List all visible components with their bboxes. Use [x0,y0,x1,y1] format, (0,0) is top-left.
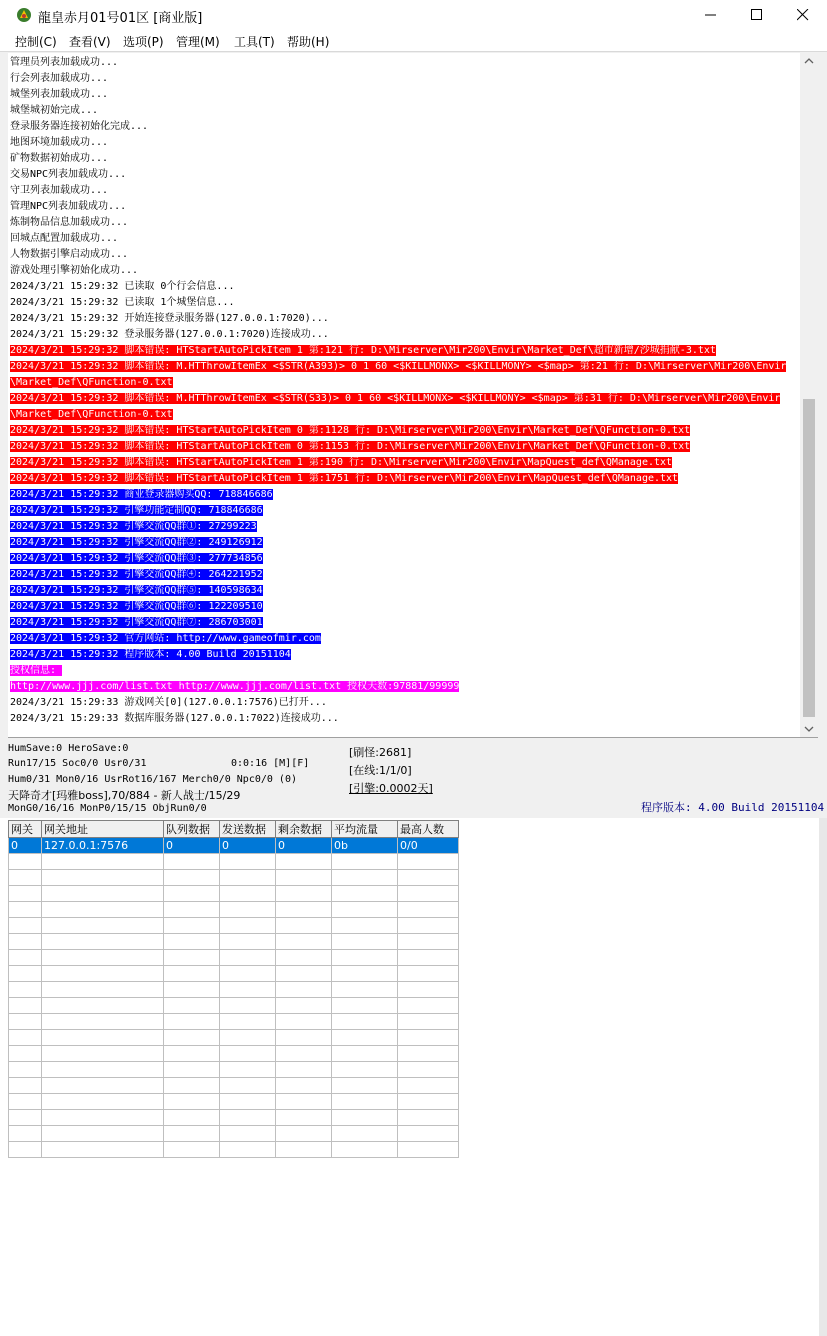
table-cell[interactable] [164,966,220,982]
table-cell[interactable] [276,1126,332,1142]
table-cell[interactable] [9,902,42,918]
table-cell[interactable] [398,902,459,918]
log-line [10,487,798,503]
table-row[interactable] [9,998,459,1014]
menu-tools[interactable]: 工具(T) [234,35,275,49]
table-cell[interactable] [164,886,220,902]
table-row[interactable] [9,838,459,854]
log-line [10,263,798,279]
table-row[interactable] [9,1062,459,1078]
log-line-text: 2024/3/21 15:29:32 商业登录器购买QQ: 718846686 [10,489,273,500]
table-cell[interactable] [276,918,332,934]
table-cell[interactable] [42,854,164,870]
log-line [10,343,798,359]
table-cell[interactable] [398,1062,459,1078]
table-row[interactable] [9,950,459,966]
table-cell[interactable] [220,1078,276,1094]
table-cell[interactable] [164,1046,220,1062]
right-edge [819,818,827,1336]
log-line-text: 守卫列表加载成功... [10,185,109,196]
log-line-text: 2024/3/21 15:29:32 引擎交流QQ群③: 277734856 [10,553,263,564]
column-header[interactable]: 发送数据 [220,821,276,838]
table-cell[interactable] [220,902,276,918]
status-panel [0,739,827,817]
table-cell[interactable] [9,854,42,870]
table-cell[interactable] [220,982,276,998]
log-line [10,391,798,407]
table-cell[interactable] [276,1014,332,1030]
log-line-text: 2024/3/21 15:29:32 脚本错误: HTStartAutoPickItem 1 第:121 行: D:\Mirserver\Mir200\Envir\Market_Def\超市新增/沙城捐献-3.txt [10,345,716,356]
table-cell[interactable] [332,870,398,886]
table-cell[interactable] [220,854,276,870]
log-line-text: 2024/3/21 15:29:32 脚本错误: HTStartAutoPickItem 1 第:1751 行: D:\Mirserver\Mir200\Envir\MapQuest_def\QManage.txt [10,473,679,484]
log-line-text: 回城点配置加载成功... [10,233,119,244]
table-cell[interactable] [42,998,164,1014]
log-line-text: \Market_Def\QFunction-0.txt [10,409,173,420]
table-cell[interactable] [398,1094,459,1110]
table-cell[interactable] [42,1094,164,1110]
log-line-text: 2024/3/21 15:29:32 引擎交流QQ群②: 249126912 [10,537,263,548]
table-cell[interactable] [332,1078,398,1094]
table-row[interactable] [9,1126,459,1142]
table-cell[interactable] [42,902,164,918]
table-cell[interactable] [276,950,332,966]
table-cell[interactable] [398,854,459,870]
table-cell[interactable] [164,870,220,886]
table-cell[interactable] [42,966,164,982]
log-line [10,423,798,439]
log-line [10,599,798,615]
log-line [10,183,798,199]
table-cell[interactable] [9,1142,42,1158]
minimize-button[interactable] [688,0,734,30]
log-line-text: 矿物数据初始成功... [10,153,109,164]
log-line-text: 2024/3/21 15:29:32 登录服务器(127.0.0.1:7020)连接成功... [10,329,329,340]
log-line-text: 行会列表加载成功... [10,73,109,84]
column-header[interactable]: 网关地址 [42,821,164,838]
table-cell[interactable]: 0/0 [398,838,459,854]
menu-manage[interactable]: 管理(M) [176,35,220,49]
log-line-text: 2024/3/21 15:29:32 脚本错误: M.HTThrowItemEx <$STR(A393)> 0 1 60 <$KILLMONX> <$KILLMONY> <$map> 第:21 行: D:\Mirserver\Mir200\Envir [10,361,787,372]
table-row[interactable] [9,1046,459,1062]
table-cell[interactable] [9,1110,42,1126]
log-line [10,359,798,375]
table-cell[interactable] [332,1110,398,1126]
table-cell[interactable] [276,886,332,902]
table-cell[interactable] [42,982,164,998]
table-cell[interactable] [332,1046,398,1062]
log-line [10,455,798,471]
chevron-down-icon [800,721,818,737]
status-online: [在线:1/1/0] [349,764,412,777]
table-row[interactable] [9,1110,459,1126]
table-cell[interactable] [332,886,398,902]
log-line [10,375,798,391]
column-header[interactable]: 最高人数 [398,821,459,838]
table-cell[interactable] [220,1030,276,1046]
log-line-text: 2024/3/21 15:29:32 已读取 0个行会信息... [10,281,235,292]
table-cell[interactable] [42,1126,164,1142]
log-line [10,55,798,71]
table-cell[interactable] [398,1030,459,1046]
log-line [10,295,798,311]
table-cell[interactable] [332,1062,398,1078]
table-cell[interactable] [398,1014,459,1030]
log-line-text: 城堡城初始完成... [10,105,99,116]
log-line-text: 2024/3/21 15:29:32 脚本错误: HTStartAutoPickItem 0 第:1153 行: D:\Mirserver\Mir200\Envir\Market_Def\QFunction-0.txt [10,441,691,452]
menu-control[interactable]: 控制(C) [15,35,57,49]
log-line-text: 2024/3/21 15:29:32 引擎功能定制QQ: 718846686 [10,505,263,516]
table-cell[interactable] [164,1094,220,1110]
log-line-text: 2024/3/21 15:29:33 数据库服务器(127.0.0.1:7022)连接成功... [10,713,339,724]
log-line-text: 2024/3/21 15:29:32 引擎交流QQ群⑤: 140598634 [10,585,263,596]
log-line [10,215,798,231]
log-line-text: 游戏处理引擎初始化成功... [10,265,139,276]
table-cell[interactable] [164,998,220,1014]
table-cell[interactable] [164,982,220,998]
log-line-text: 2024/3/21 15:29:32 开始连接登录服务器(127.0.0.1:7020)... [10,313,329,324]
log-line [10,695,798,711]
table-cell[interactable] [220,1014,276,1030]
scroll-down-button[interactable] [800,721,818,737]
table-cell[interactable] [220,1126,276,1142]
table-cell[interactable] [9,1078,42,1094]
table-cell[interactable] [398,918,459,934]
log-line [10,663,798,679]
status-run: Run17/15 Soc0/0 Usr0/31 [8,758,147,769]
table-row[interactable] [9,902,459,918]
table-cell[interactable] [332,998,398,1014]
table-cell[interactable] [42,870,164,886]
log-line [10,631,798,647]
log-line-text: 炼制物品信息加载成功... [10,217,129,228]
table-cell[interactable] [332,934,398,950]
status-runtime: 0:0:16 [M][F] [231,758,310,769]
table-row[interactable] [9,886,459,902]
table-cell[interactable] [276,1094,332,1110]
table-cell[interactable] [9,966,42,982]
log-line [10,471,798,487]
minimize-icon [705,9,717,21]
table-cell[interactable] [164,934,220,950]
table-cell[interactable] [164,1126,220,1142]
log-scrollbar[interactable] [800,53,818,737]
table-row[interactable] [9,1078,459,1094]
table-cell[interactable] [9,934,42,950]
table-cell[interactable] [9,1046,42,1062]
log-line [10,647,798,663]
table-cell[interactable]: 0 [220,838,276,854]
table-cell[interactable] [9,1094,42,1110]
table-cell[interactable] [164,950,220,966]
status-engine[interactable]: [引擎:0.0002天] [349,782,433,795]
table-cell[interactable] [164,1142,220,1158]
log-line-text: 授权信息: [10,665,63,676]
menu-view[interactable]: 查看(V) [69,35,111,49]
table-cell[interactable] [332,982,398,998]
table-cell[interactable] [164,1014,220,1030]
log-line-text: 2024/3/21 15:29:32 程序版本: 4.00 Build 20151104 [10,649,291,660]
log-line [10,407,798,423]
column-header[interactable]: 平均流量 [332,821,398,838]
log-line [10,535,798,551]
log-line-text: 城堡列表加载成功... [10,89,109,100]
table-cell[interactable] [276,982,332,998]
table-cell[interactable] [164,918,220,934]
log-line [10,71,798,87]
table-cell[interactable] [220,998,276,1014]
log-line-text: http://www.jjj.com/list.txt http://www.jjj.com/list.txt 授权天数:97881/99999 [10,681,460,692]
table-cell[interactable] [220,1110,276,1126]
log-line-text: 2024/3/21 15:29:33 游戏网关[0](127.0.0.1:7576)已打开... [10,697,327,708]
log-list[interactable] [10,55,798,731]
table-cell[interactable]: 0 [9,838,42,854]
table-cell[interactable] [276,854,332,870]
log-line [10,711,798,727]
log-line [10,151,798,167]
table-cell[interactable] [332,1126,398,1142]
maximize-icon [751,9,763,21]
menu-bar [0,30,827,51]
table-cell[interactable] [398,1126,459,1142]
table-cell[interactable] [9,1030,42,1046]
table-cell[interactable] [42,918,164,934]
log-line-text: 2024/3/21 15:29:32 官方网站: http://www.gameofmir.com [10,633,321,644]
table-cell[interactable] [276,902,332,918]
table-row[interactable] [9,934,459,950]
table-cell[interactable] [42,934,164,950]
table-cell[interactable] [398,982,459,998]
log-line [10,615,798,631]
table-cell[interactable] [398,966,459,982]
close-icon [797,9,809,21]
log-line [10,583,798,599]
close-button[interactable] [780,0,826,30]
table-cell[interactable] [220,1094,276,1110]
status-boss: 天降奇才[玛雅boss],70/884 - 新人战士/15/29 [8,789,241,802]
table-cell[interactable] [164,1110,220,1126]
log-line [10,231,798,247]
log-line-text: 人物数据引擎启动成功... [10,249,129,260]
table-cell[interactable] [276,1110,332,1126]
app-icon [16,7,32,23]
log-line [10,199,798,215]
log-line [10,167,798,183]
table-cell[interactable] [398,1046,459,1062]
log-line [10,519,798,535]
table-cell[interactable] [332,902,398,918]
log-line-text: 管理员列表加载成功... [10,57,119,68]
table-cell[interactable] [332,1030,398,1046]
status-mon: MonG0/16/16 MonP0/15/15 ObjRun0/0 [8,803,207,814]
table-row[interactable] [9,854,459,870]
table-cell[interactable] [276,998,332,1014]
table-cell[interactable] [9,982,42,998]
table-cell[interactable] [220,966,276,982]
log-line [10,551,798,567]
log-line-text: 地图环境加载成功... [10,137,109,148]
table-cell[interactable] [42,1046,164,1062]
table-row[interactable] [9,918,459,934]
table-cell[interactable] [42,1030,164,1046]
menu-help[interactable]: 帮助(H) [287,35,330,49]
table-cell[interactable] [398,998,459,1014]
table-cell[interactable] [220,870,276,886]
table-cell[interactable] [276,1078,332,1094]
table-cell[interactable] [276,1062,332,1078]
log-line [10,135,798,151]
table-cell[interactable] [332,918,398,934]
table-row[interactable] [9,982,459,998]
table-cell[interactable] [42,1110,164,1126]
log-line-text: 2024/3/21 15:29:32 引擎交流QQ群④: 264221952 [10,569,263,580]
table-row[interactable] [9,1030,459,1046]
table-cell[interactable]: 0 [164,838,220,854]
table-cell[interactable] [398,1110,459,1126]
log-line [10,119,798,135]
table-cell[interactable] [164,1078,220,1094]
log-line [10,87,798,103]
log-line [10,503,798,519]
table-cell[interactable] [398,870,459,886]
log-line [10,247,798,263]
column-header[interactable]: 网关 [9,821,42,838]
log-line [10,439,798,455]
table-cell[interactable]: 0b [332,838,398,854]
table-cell[interactable] [332,950,398,966]
table-cell[interactable] [398,1142,459,1158]
chevron-up-icon [800,53,818,69]
maximize-button[interactable] [734,0,780,30]
table-cell[interactable] [332,854,398,870]
log-line-text: \Market_Def\QFunction-0.txt [10,377,173,388]
table-cell[interactable] [9,998,42,1014]
table-row[interactable] [9,870,459,886]
menu-separator [0,51,827,52]
log-line-text: 2024/3/21 15:29:32 脚本错误: M.HTThrowItemEx <$STR(S33)> 0 1 60 <$KILLMONX> <$KILLMONY> <$map> 第:31 行: D:\Mirserver\Mir200\Envir [10,393,781,404]
log-line [10,679,798,695]
log-panel[interactable] [8,53,818,738]
table-cell[interactable] [9,1126,42,1142]
table-cell[interactable] [398,950,459,966]
table-cell[interactable]: 127.0.0.1:7576 [42,838,164,854]
table-cell[interactable] [276,934,332,950]
table-cell[interactable] [220,950,276,966]
column-header[interactable]: 剩余数据 [276,821,332,838]
table-cell[interactable] [9,886,42,902]
log-line [10,567,798,583]
table-cell[interactable] [220,1046,276,1062]
table-cell[interactable] [276,870,332,886]
log-line-text: 2024/3/21 15:29:32 已读取 1个城堡信息... [10,297,235,308]
log-line-text: 2024/3/21 15:29:32 引擎交流QQ群⑦: 286703001 [10,617,263,628]
table-cell[interactable] [398,934,459,950]
table-cell[interactable] [220,1142,276,1158]
table-cell[interactable] [42,886,164,902]
table-cell[interactable] [276,966,332,982]
log-line [10,311,798,327]
menu-options[interactable]: 选项(P) [123,35,164,49]
table-cell[interactable] [9,870,42,886]
title-bar[interactable] [0,0,827,30]
table-cell[interactable] [9,950,42,966]
table-cell[interactable] [164,854,220,870]
log-line-text: 2024/3/21 15:29:32 脚本错误: HTStartAutoPickItem 1 第:190 行: D:\Mirserver\Mir200\Envir\MapQuest_def\QManage.txt [10,457,673,468]
table-cell[interactable] [42,1062,164,1078]
table-row[interactable] [9,1014,459,1030]
table-cell[interactable]: 0 [276,838,332,854]
table-cell[interactable] [220,1062,276,1078]
table-cell[interactable] [9,1062,42,1078]
status-counts: Hum0/31 Mon0/16 UsrRot16/167 Merch0/0 Npc0/0 (0) [8,774,297,785]
table-cell[interactable] [398,886,459,902]
table-cell[interactable] [276,1142,332,1158]
table-row[interactable] [9,966,459,982]
table-cell[interactable] [42,1078,164,1094]
table-cell[interactable] [332,966,398,982]
log-line-text: 2024/3/21 15:29:32 引擎交流QQ群①: 27299223 [10,521,257,532]
table-cell[interactable] [164,902,220,918]
window-title: 龍皇赤月01号01区 [商业版] [38,11,203,26]
table-cell[interactable] [9,1014,42,1030]
scroll-thumb[interactable] [803,399,815,717]
table-row[interactable] [9,1094,459,1110]
table-cell[interactable] [220,918,276,934]
table-row[interactable] [9,1142,459,1158]
table-cell[interactable] [332,1142,398,1158]
table-header [9,821,459,838]
status-humsave: HumSave:0 HeroSave:0 [8,743,129,754]
log-line-text: 交易NPC列表加载成功... [10,169,127,180]
table-cell[interactable] [42,1142,164,1158]
table-cell[interactable] [164,1062,220,1078]
column-header[interactable]: 队列数据 [164,821,220,838]
log-line-text: 2024/3/21 15:29:32 引擎交流QQ群⑥: 122209510 [10,601,263,612]
table-cell[interactable] [42,1014,164,1030]
log-line [10,279,798,295]
table-cell[interactable] [164,1030,220,1046]
table-cell[interactable] [332,1094,398,1110]
table-cell[interactable] [220,886,276,902]
table-cell[interactable] [276,1046,332,1062]
table-cell[interactable] [42,950,164,966]
status-version: 程序版本: 4.00 Build 20151104 [641,801,825,814]
gateway-grid-area [0,818,827,1336]
table-cell[interactable] [9,918,42,934]
table-cell[interactable] [276,1030,332,1046]
log-line [10,327,798,343]
log-line-text: 管理NPC列表加载成功... [10,201,127,212]
table-cell[interactable] [332,1014,398,1030]
scroll-up-button[interactable] [800,53,818,69]
log-line [10,103,798,119]
status-refresh: [刷怪:2681] [349,746,412,759]
log-line-text: 登录服务器连接初始化完成... [10,121,149,132]
table-cell[interactable] [220,934,276,950]
gateway-table[interactable] [8,820,459,1158]
table-cell[interactable] [398,1078,459,1094]
log-line-text: 2024/3/21 15:29:32 脚本错误: HTStartAutoPickItem 0 第:1128 行: D:\Mirserver\Mir200\Envir\Market_Def\QFunction-0.txt [10,425,691,436]
